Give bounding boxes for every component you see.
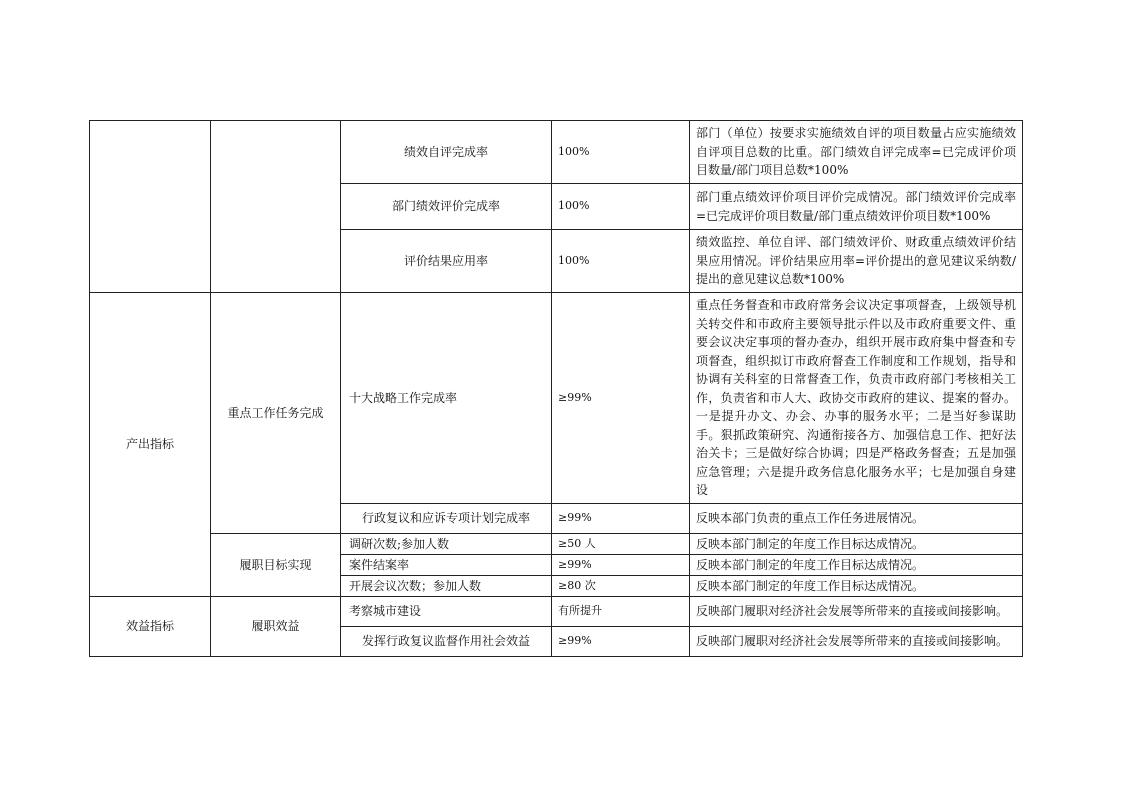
indicator-cell: 部门绩效评价完成率 [341, 184, 552, 230]
description-cell: 反映本部门制定的年度工作目标达成情况。 [690, 576, 1023, 597]
description-cell: 反映本部门负责的重点工作任务进展情况。 [690, 504, 1023, 534]
indicator-cell: 绩效自评完成率 [341, 121, 552, 184]
level2-cell: 重点工作任务完成 [211, 293, 341, 534]
description-cell: 绩效监控、单位自评、部门绩效评价、财政重点绩效评价结果应用情况。评价结果应用率=评价提出的意见建议采纳数/提出的意见建议总数*100% [690, 230, 1023, 293]
level1-cell-empty [90, 121, 211, 293]
target-value-cell: ≥80 次 [552, 576, 690, 597]
description-cell: 重点任务督查和市政府常务会议决定事项督查，上级领导机关转交件和市政府主要领导批示件以及市政府重要文件、重要会议决定事项的督办查办，组织开展市政府集中督查和专项督查，组织拟订市政府督查工作制度和工作规划，指导和协调有关科室的日常督查工作，负责市政府部门考核相关工作，负责省和市人大、政协交市政府的建议、提案的督办。一是提升办文、办会、办事的服务水平；二是当好参谋助手。狠抓政策研究、沟通衔接各方、加强信息工作、把好法治关卡；三是做好综合协调；四是严格政务督查；五是加强应急管理；六是提升政务信息化服务水平；七是加强自身建设 [690, 293, 1023, 504]
table-row [90, 597, 1023, 627]
indicator-cell: 行政复议和应诉专项计划完成率 [341, 504, 552, 534]
description-cell: 反映本部门制定的年度工作目标达成情况。 [690, 534, 1023, 555]
level2-cell: 履职目标实现 [211, 534, 341, 597]
indicator-cell: 发挥行政复议监督作用社会效益 [341, 627, 552, 657]
level1-cell: 产出指标 [90, 293, 211, 597]
target-value-cell: 100% [552, 230, 690, 293]
table-row [90, 534, 1023, 555]
indicator-cell: 评价结果应用率 [341, 230, 552, 293]
indicator-cell: 考察城市建设 [341, 597, 552, 627]
table-row [90, 293, 1023, 504]
target-value-cell: 有所提升 [552, 597, 690, 627]
level2-cell: 履职效益 [211, 597, 341, 657]
description-cell: 部门（单位）按要求实施绩效自评的项目数量占应实施绩效自评项目总数的比重。部门绩效自评完成率=已完成评价项目数量/部门项目总数*100% [690, 121, 1023, 184]
target-value-cell: ≥99% [552, 504, 690, 534]
indicator-cell: 案件结案率 [341, 555, 552, 576]
indicator-cell: 调研次数;参加人数 [341, 534, 552, 555]
description-cell: 反映部门履职对经济社会发展等所带来的直接或间接影响。 [690, 627, 1023, 657]
description-cell: 反映部门履职对经济社会发展等所带来的直接或间接影响。 [690, 597, 1023, 627]
target-value-cell: 100% [552, 184, 690, 230]
level2-cell-empty [211, 121, 341, 293]
target-value-cell: ≥99% [552, 555, 690, 576]
level1-cell: 效益指标 [90, 597, 211, 657]
target-value-cell: ≥50 人 [552, 534, 690, 555]
table-row [90, 121, 1023, 184]
target-value-cell: 100% [552, 121, 690, 184]
description-cell: 反映本部门制定的年度工作目标达成情况。 [690, 555, 1023, 576]
target-value-cell: ≥99% [552, 627, 690, 657]
target-value-cell: ≥99% [552, 293, 690, 504]
performance-indicator-table [89, 120, 1023, 657]
description-cell: 部门重点绩效评价项目评价完成情况。部门绩效评价完成率=已完成评价项目数量/部门重点绩效评价项目数*100% [690, 184, 1023, 230]
indicator-cell: 开展会议次数；参加人数 [341, 576, 552, 597]
indicator-cell: 十大战略工作完成率 [341, 293, 552, 504]
